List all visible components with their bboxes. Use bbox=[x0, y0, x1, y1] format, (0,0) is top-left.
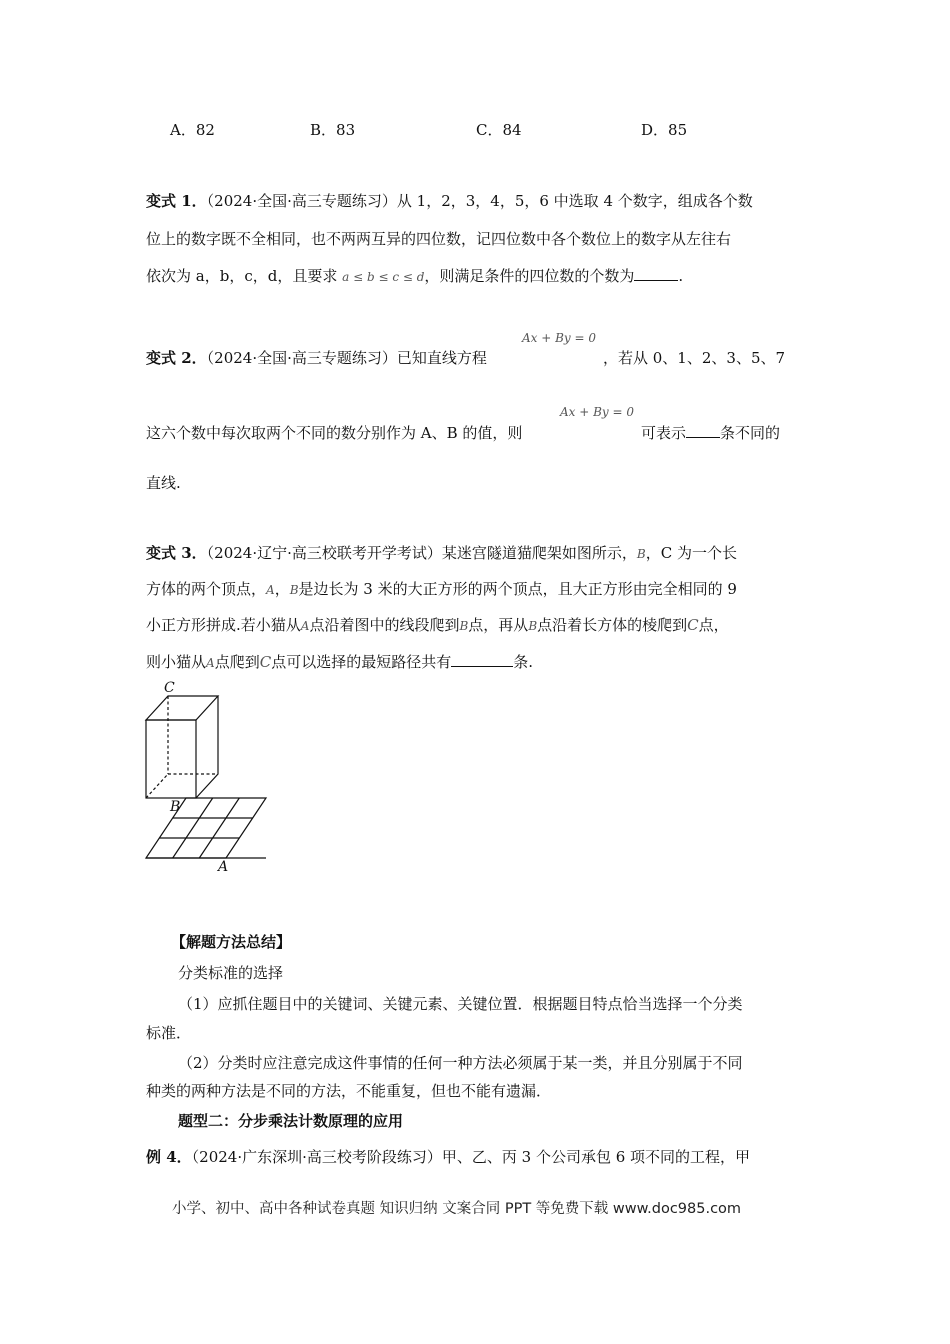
summary-p2-line1: （2）分类时应注意完成这件事情的任何一种方法必须属于某一类，并且分别属于不同 bbox=[178, 1054, 743, 1072]
option-a: A．82 bbox=[170, 121, 215, 139]
variant1-label: 变式 1． bbox=[146, 192, 207, 210]
variant2-line1-end: ，若从 0、1、2、3、5、7 bbox=[603, 349, 786, 367]
figure-label-a: A bbox=[218, 859, 229, 875]
option-d: D．85 bbox=[641, 121, 688, 139]
variant3-line1: 变式 3．（2024·辽宁·高三校联考开学考试）某迷宫隧道猫爬架如图所示，B，C 为一个长 bbox=[146, 544, 737, 562]
summary-p2-line2: 种类的两种方法是不同的方法，不能重复，但也不能有遗漏． bbox=[146, 1082, 552, 1100]
answer-blank-2 bbox=[686, 423, 720, 438]
variant3-line3: 小正方形拼成.若小猫从A点沿着图中的线段爬到B点，再从B点沿着长方体的棱爬到C点， bbox=[146, 616, 729, 634]
variant2-equation-top: Ax + By = 0 bbox=[522, 331, 597, 345]
type2-heading: 题型二：分步乘法计数原理的应用 bbox=[178, 1112, 404, 1130]
variant1-line3: 依次为 a，b，c，d，且要求 a ≤ b ≤ c ≤ d，则满足条件的四位数的个数为 . bbox=[146, 267, 684, 285]
summary-p1-line2: 标准． bbox=[146, 1024, 192, 1042]
summary-p1-line1: （1）应抓住题目中的关键词、关键元素、关键位置．根据题目特点恰当选择一个分类 bbox=[178, 995, 743, 1013]
example4-label: 例 4． bbox=[146, 1148, 192, 1166]
variant3-label: 变式 3． bbox=[146, 544, 207, 562]
cuboid-grid-figure bbox=[140, 676, 275, 876]
figure-label-c: C bbox=[164, 680, 175, 696]
summary-subheading: 分类标准的选择 bbox=[178, 964, 284, 982]
answer-blank-1 bbox=[634, 266, 678, 281]
option-c: C．84 bbox=[476, 121, 522, 139]
page-footer: 小学、初中、高中各种试卷真题 知识归纳 文案合同 PPT 等免费下载 www.doc985.com bbox=[172, 1201, 742, 1217]
variant2-label: 变式 2． bbox=[146, 349, 207, 367]
variant2-line2-end: 可表示 条不同的 bbox=[641, 424, 781, 442]
variant1-inequality: a ≤ b ≤ c ≤ d bbox=[342, 270, 425, 284]
variant2-equation-mid: Ax + By = 0 bbox=[560, 405, 635, 419]
summary-heading: 【解题方法总结】 bbox=[171, 933, 292, 951]
answer-blank-3 bbox=[451, 652, 513, 667]
variant1-line1: 变式 1．（2024·全国·高三专题练习）从 1，2，3，4，5，6 中选取 4 个数字，组成各个数 bbox=[146, 192, 753, 210]
variant1-line2: 位上的数字既不全相同，也不两两互异的四位数，记四位数中各个数位上的数字从左往右 bbox=[146, 230, 732, 248]
variant2-line2: 这六个数中每次取两个不同的数分别作为 A、B 的值，则 bbox=[146, 424, 523, 442]
variant3-line4: 则小猫从A点爬到C点可以选择的最短路径共有 条. bbox=[146, 653, 533, 671]
option-b: B．83 bbox=[310, 121, 356, 139]
example4-line1: 例 4．（2024·广东深圳·高三校考阶段练习）甲、乙、丙 3 个公司承包 6 项不同的工程，甲 bbox=[146, 1148, 751, 1166]
figure-label-b: B bbox=[170, 799, 181, 815]
variant2-line1: 变式 2．（2024·全国·高三专题练习）已知直线方程 bbox=[146, 349, 487, 367]
variant2-line3: 直线. bbox=[146, 474, 181, 492]
variant3-line2: 方体的两个顶点，A，B是边长为 3 米的大正方形的两个顶点，且大正方形由完全相同的 9 bbox=[146, 580, 737, 598]
